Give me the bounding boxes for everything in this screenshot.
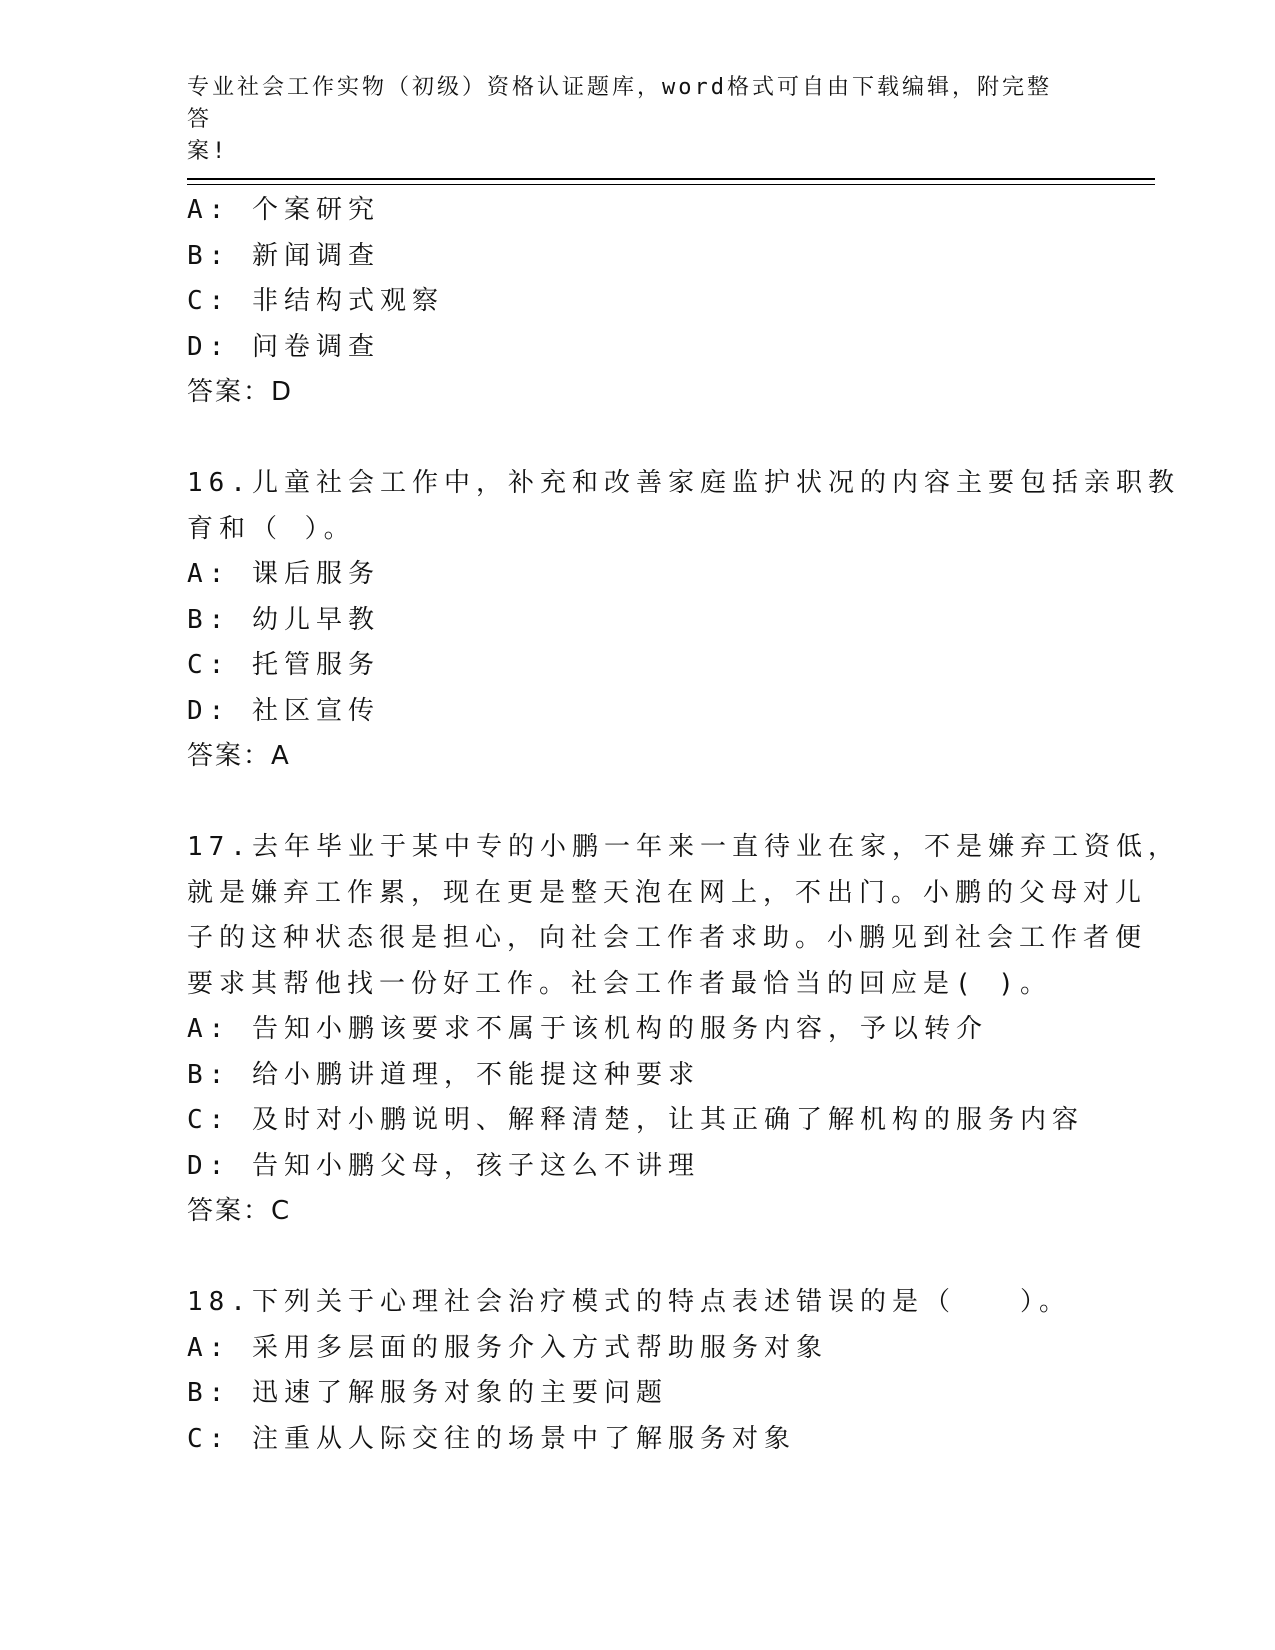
question-stem-line: 要求其帮他找一份好工作。社会工作者最恰当的回应是( )。 xyxy=(187,968,1052,999)
option-b: B: 迅速了解服务对象的主要问题 xyxy=(187,1378,668,1408)
question-17 xyxy=(187,825,1180,1235)
question-16 xyxy=(187,461,1180,780)
option-d: D: 告知小鹏父母，孩子这么不讲理 xyxy=(187,1150,700,1181)
option-c: C: 注重从人际交往的场景中了解服务对象 xyxy=(187,1423,796,1454)
option-a: A: 采用多层面的服务介入方式帮助服务对象 xyxy=(187,1332,828,1363)
option-c: C: 非结构式观察 xyxy=(187,286,444,316)
option-b: B: 新闻调查 xyxy=(187,240,380,271)
question-stem-line: 17.去年毕业于某中专的小鹏一年来一直待业在家，不是嫌弃工资低， xyxy=(187,832,1180,862)
question-list xyxy=(187,188,1180,1462)
answer-line: 答案：A xyxy=(187,741,291,771)
header-line-2: 案! xyxy=(187,139,229,164)
spacer xyxy=(187,780,1087,826)
option-a: A: 个案研究 xyxy=(187,195,380,225)
document-header xyxy=(187,72,1067,168)
question-stem-line: 育和（ ）。 xyxy=(187,513,356,544)
spacer xyxy=(187,1235,1087,1281)
header-divider-thick xyxy=(187,178,1155,180)
option-a: A: 告知小鹏该要求不属于该机构的服务内容，予以转介 xyxy=(187,1014,988,1044)
option-d: D: 问卷调查 xyxy=(187,331,380,362)
spacer xyxy=(187,416,1087,462)
option-c: C: 及时对小鹏说明、解释清楚，让其正确了解机构的服务内容 xyxy=(187,1105,1084,1135)
option-d: D: 社区宣传 xyxy=(187,695,380,726)
option-a: A: 课后服务 xyxy=(187,559,380,589)
question-18 xyxy=(187,1280,1087,1462)
answer-line: 答案：D xyxy=(187,377,294,407)
question-stem-line: 子的这种状态很是担心，向社会工作者求助。小鹏见到社会工作者便 xyxy=(187,923,1148,953)
question-stem-line: 就是嫌弃工作累，现在更是整天泡在网上，不出门。小鹏的父母对儿 xyxy=(187,877,1148,908)
option-c: C: 托管服务 xyxy=(187,650,380,680)
question-15 xyxy=(187,188,1087,416)
option-b: B: 幼儿早教 xyxy=(187,604,380,635)
answer-line: 答案：C xyxy=(187,1196,292,1226)
header-line-1: 专业社会工作实物（初级）资格认证题库，word格式可自由下载编辑，附完整答 xyxy=(187,75,1052,132)
option-b: B: 给小鹏讲道理，不能提这种要求 xyxy=(187,1059,700,1090)
question-stem-line: 18.下列关于心理社会治疗模式的特点表述错误的是（ ）。 xyxy=(187,1287,1071,1317)
question-stem-line: 16.儿童社会工作中，补充和改善家庭监护状况的内容主要包括亲职教 xyxy=(187,468,1180,498)
header-divider-thin xyxy=(187,184,1155,185)
